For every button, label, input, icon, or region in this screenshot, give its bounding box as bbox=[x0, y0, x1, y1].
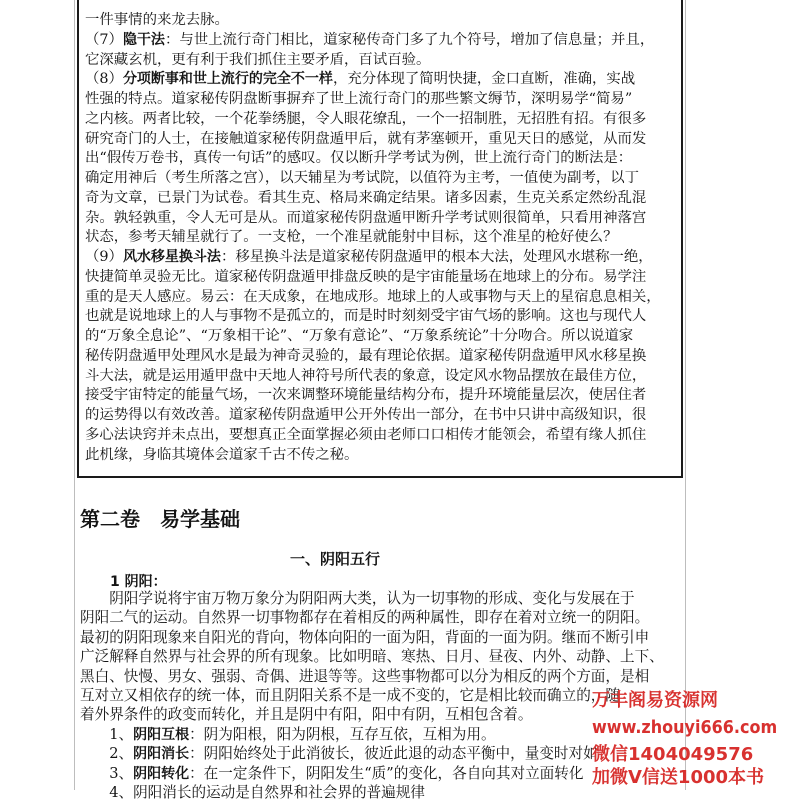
method-list-line-heading: 风水移星换斗法 bbox=[122, 249, 221, 265]
yin-yang-body-line-text: ：阴为阳根，阳为阴根，互存互依，互相为用。 bbox=[189, 725, 496, 743]
method-list-line bbox=[85, 266, 646, 288]
method-list-line-text: 此机缘，身临其境体会道家千古不传之秘。 bbox=[85, 446, 359, 463]
method-list-line bbox=[85, 88, 632, 110]
section-title: 一、阴阳五行 bbox=[290, 550, 381, 568]
method-list-line bbox=[85, 68, 635, 90]
yin-yang-body-line-number: 2、 bbox=[80, 745, 134, 763]
method-list-line-text: 奇为文章，已景门为试卷。看其生克、格局来确定结果。诸多因素，生克关系定然纷乱混 bbox=[85, 189, 647, 206]
method-list-line-text: 之内核。两者比较，一个花拳绣腿，令人眼花缭乱，一个一招制胜，无招胜有招。有很多 bbox=[85, 110, 647, 127]
method-list-line-text: 研究奇门的人士，在接触道家秘传阴盘遁甲后，就有茅塞顿开，重见天日的感觉，从而发 bbox=[85, 130, 647, 147]
method-list-line bbox=[85, 49, 430, 71]
method-list-line-text: 快捷简单灵验无比。道家秘传阴盘遁甲排盘反映的是宇宙能量场在地球上的分布。易学注 bbox=[85, 268, 647, 285]
method-list-line-text: 接受宇宙特定的能量气场，一次来调整环境能量结构分布，提升环境能量层次，使居住者 bbox=[85, 387, 647, 404]
method-list-line-text: 出“假传万卷书，真传一句话”的感叹。仅以断升学考试为例，世上流行奇门的断法是： bbox=[85, 150, 633, 167]
method-list-line bbox=[85, 108, 646, 130]
method-list-line bbox=[85, 325, 633, 347]
yin-yang-body-line-text: 互对立又相依存的统一体，而且阴阳关系不是一成不变的，它是相比较而确立的，随 bbox=[80, 687, 620, 704]
method-list-line bbox=[85, 444, 358, 466]
method-list-line bbox=[85, 384, 646, 406]
method-list-line-text: 状态，参考天辅星就行了。一支枪，一个准星就能射中目标，这个准星的枪好使么？ bbox=[85, 229, 618, 246]
yin-yang-body-line-heading: 阴阳转化 bbox=[133, 765, 190, 782]
method-list-line bbox=[85, 286, 661, 308]
method-list-line-text: 确定用神后（考生所落之宫），以天辅星为考试院，以值符为主考，一值使为副考，以丁 bbox=[85, 170, 640, 186]
method-list-line-text: 秘传阴盘遁甲处理风水是最为神奇灵验的，最有理论依据。道家秘传阴盘遁甲风水移星换 bbox=[85, 347, 647, 364]
method-list-line bbox=[85, 305, 646, 327]
method-list-line-text: 的运势得以有效改善。道家秘传阴盘遁甲公开外传出一部分，在书中只讲中高级知识，很 bbox=[85, 407, 647, 423]
method-list-line-number: （8） bbox=[85, 71, 123, 88]
method-list-line-heading: 隐干法 bbox=[122, 31, 165, 48]
yin-yang-body-line-text: 阴阳二气的运动。自然界一切事物都存在着相反的两种属性，即存在着对立统一的阴阳。 bbox=[80, 609, 650, 627]
method-list-line-number: （9） bbox=[85, 249, 123, 265]
method-list-line bbox=[85, 167, 639, 189]
method-list-line-text: 的“万象全息论”、“万象相干论”、“万象有意论”、“万象系统论”十分吻合。所以说道家 bbox=[85, 328, 634, 344]
yin-yang-body-line-text: ：阴阳始终处于此消彼长，彼近此退的动态平衡中，量变时对如 bbox=[189, 745, 598, 763]
method-list-line bbox=[85, 424, 646, 446]
yin-yang-body-line-text: 广泛解释自然界与社会界的所有现象。比如明暗、寒热、日月、昼夜、内外、动静、上下、 bbox=[80, 648, 664, 666]
method-list-line-text: 杂。孰轻孰重，令人无可是从。而道家秘传阴盘遁甲断升学考试则很简单，只看用神落宫 bbox=[85, 209, 647, 226]
method-list-line bbox=[85, 147, 632, 169]
method-list-line bbox=[85, 207, 646, 229]
method-list-line-text: ，充分体现了简明快捷，金口直断，准确，实战 bbox=[332, 71, 636, 88]
yin-yang-body-line-number: 3、 bbox=[80, 764, 134, 782]
method-list-line-text: 多心法诀窍并未点出，要想真正全面掌握必须由老师口口相传才能领会，希望有缘人抓住 bbox=[85, 426, 647, 443]
method-list-line-text: 它深藏玄机，更有利于我们抓住主要矛盾，百试百验。 bbox=[85, 51, 431, 68]
method-list-line bbox=[85, 29, 654, 51]
cut-off-line: 4、阴阳消长的运动是自然界和社会界的普遍规律 bbox=[80, 784, 425, 801]
watermark-line: 微信1404049576 bbox=[592, 744, 754, 765]
method-list-line bbox=[85, 246, 653, 268]
method-list-line-text: 也就是说地球上的人与事物不是孤立的，而是时时刻刻受宇宙气场的影响。这也与现代人 bbox=[85, 308, 647, 325]
method-list-line bbox=[85, 345, 646, 367]
method-list-line-text: 一件事情的来龙去脉。 bbox=[85, 12, 229, 28]
watermark-line: 万丰阁易资源网 bbox=[592, 690, 718, 711]
watermark-line: 加微V信送1000本书 bbox=[592, 767, 765, 788]
volume-title: 第二卷 易学基础 bbox=[80, 507, 240, 531]
method-list-line bbox=[85, 404, 646, 426]
method-list-line bbox=[85, 187, 646, 209]
yin-yang-body-line-text: ：在一定条件下，阴阳发生“质”的变化，各自向其对立面转化 bbox=[189, 764, 584, 782]
yin-yang-body-line-text: 黑白、快慢、男女、强弱、奇偶、进退等等。这些事物都可以分为相反的两个方面，是相 bbox=[80, 667, 650, 685]
method-list-line-text: 斗大法，就是运用遁甲盘中天地人神符号所代表的象意，设定风水物品摆放在最佳方位， bbox=[85, 367, 647, 384]
method-list-line-heading: 分项断事和世上流行的完全不一样 bbox=[122, 71, 333, 88]
yin-yang-body-line-text: 阴阳学说将宇宙万物万象分为阴阳两大类，认为一切事物的形成、变化与发展在于 bbox=[80, 590, 635, 607]
yin-yang-body-line-number: 1、 bbox=[80, 725, 134, 743]
method-list-line bbox=[85, 128, 646, 150]
method-list-line-text: 重的是天人感应。易云：在天成象，在地成形。地球上的人或事物与天上的星宿息息相关， bbox=[85, 288, 661, 305]
watermark-line: www.zhouyi666.com bbox=[592, 717, 778, 738]
yin-yang-body-line-heading: 阴阳互根 bbox=[133, 726, 190, 743]
method-list-line-text: ：与世上流行奇门相比，道家秘传奇门多了九个符号，增加了信息量；并且， bbox=[164, 31, 655, 48]
method-list-line bbox=[85, 9, 229, 31]
method-list-line-text: 性强的特点。道家秘传阴盘断事摒弃了世上流行奇门的那些繁文缛节，深明易学“简易” bbox=[85, 91, 633, 107]
method-list-line bbox=[85, 226, 617, 248]
method-list-line bbox=[85, 365, 646, 387]
yin-yang-body-line-heading: 阴阳消长 bbox=[133, 746, 190, 763]
yin-yang-body-line-text: 着外界条件的政变而转化，并且是阴中有阳，阳中有阴，互相包含着。 bbox=[80, 706, 533, 724]
yin-yang-body-line-text: 最初的阴阳现象来自阳光的背向，物体向阳的一面为阳，背面的一面为阴。继而不断引申 bbox=[80, 628, 650, 646]
method-list-line-text: ：移星换斗法是道家秘传阴盘遁甲的根本大法，处理风水堪称一绝， bbox=[220, 249, 653, 265]
method-list-line-number: （7） bbox=[85, 31, 123, 48]
subsection-title: 1 阴阳： bbox=[110, 574, 167, 590]
